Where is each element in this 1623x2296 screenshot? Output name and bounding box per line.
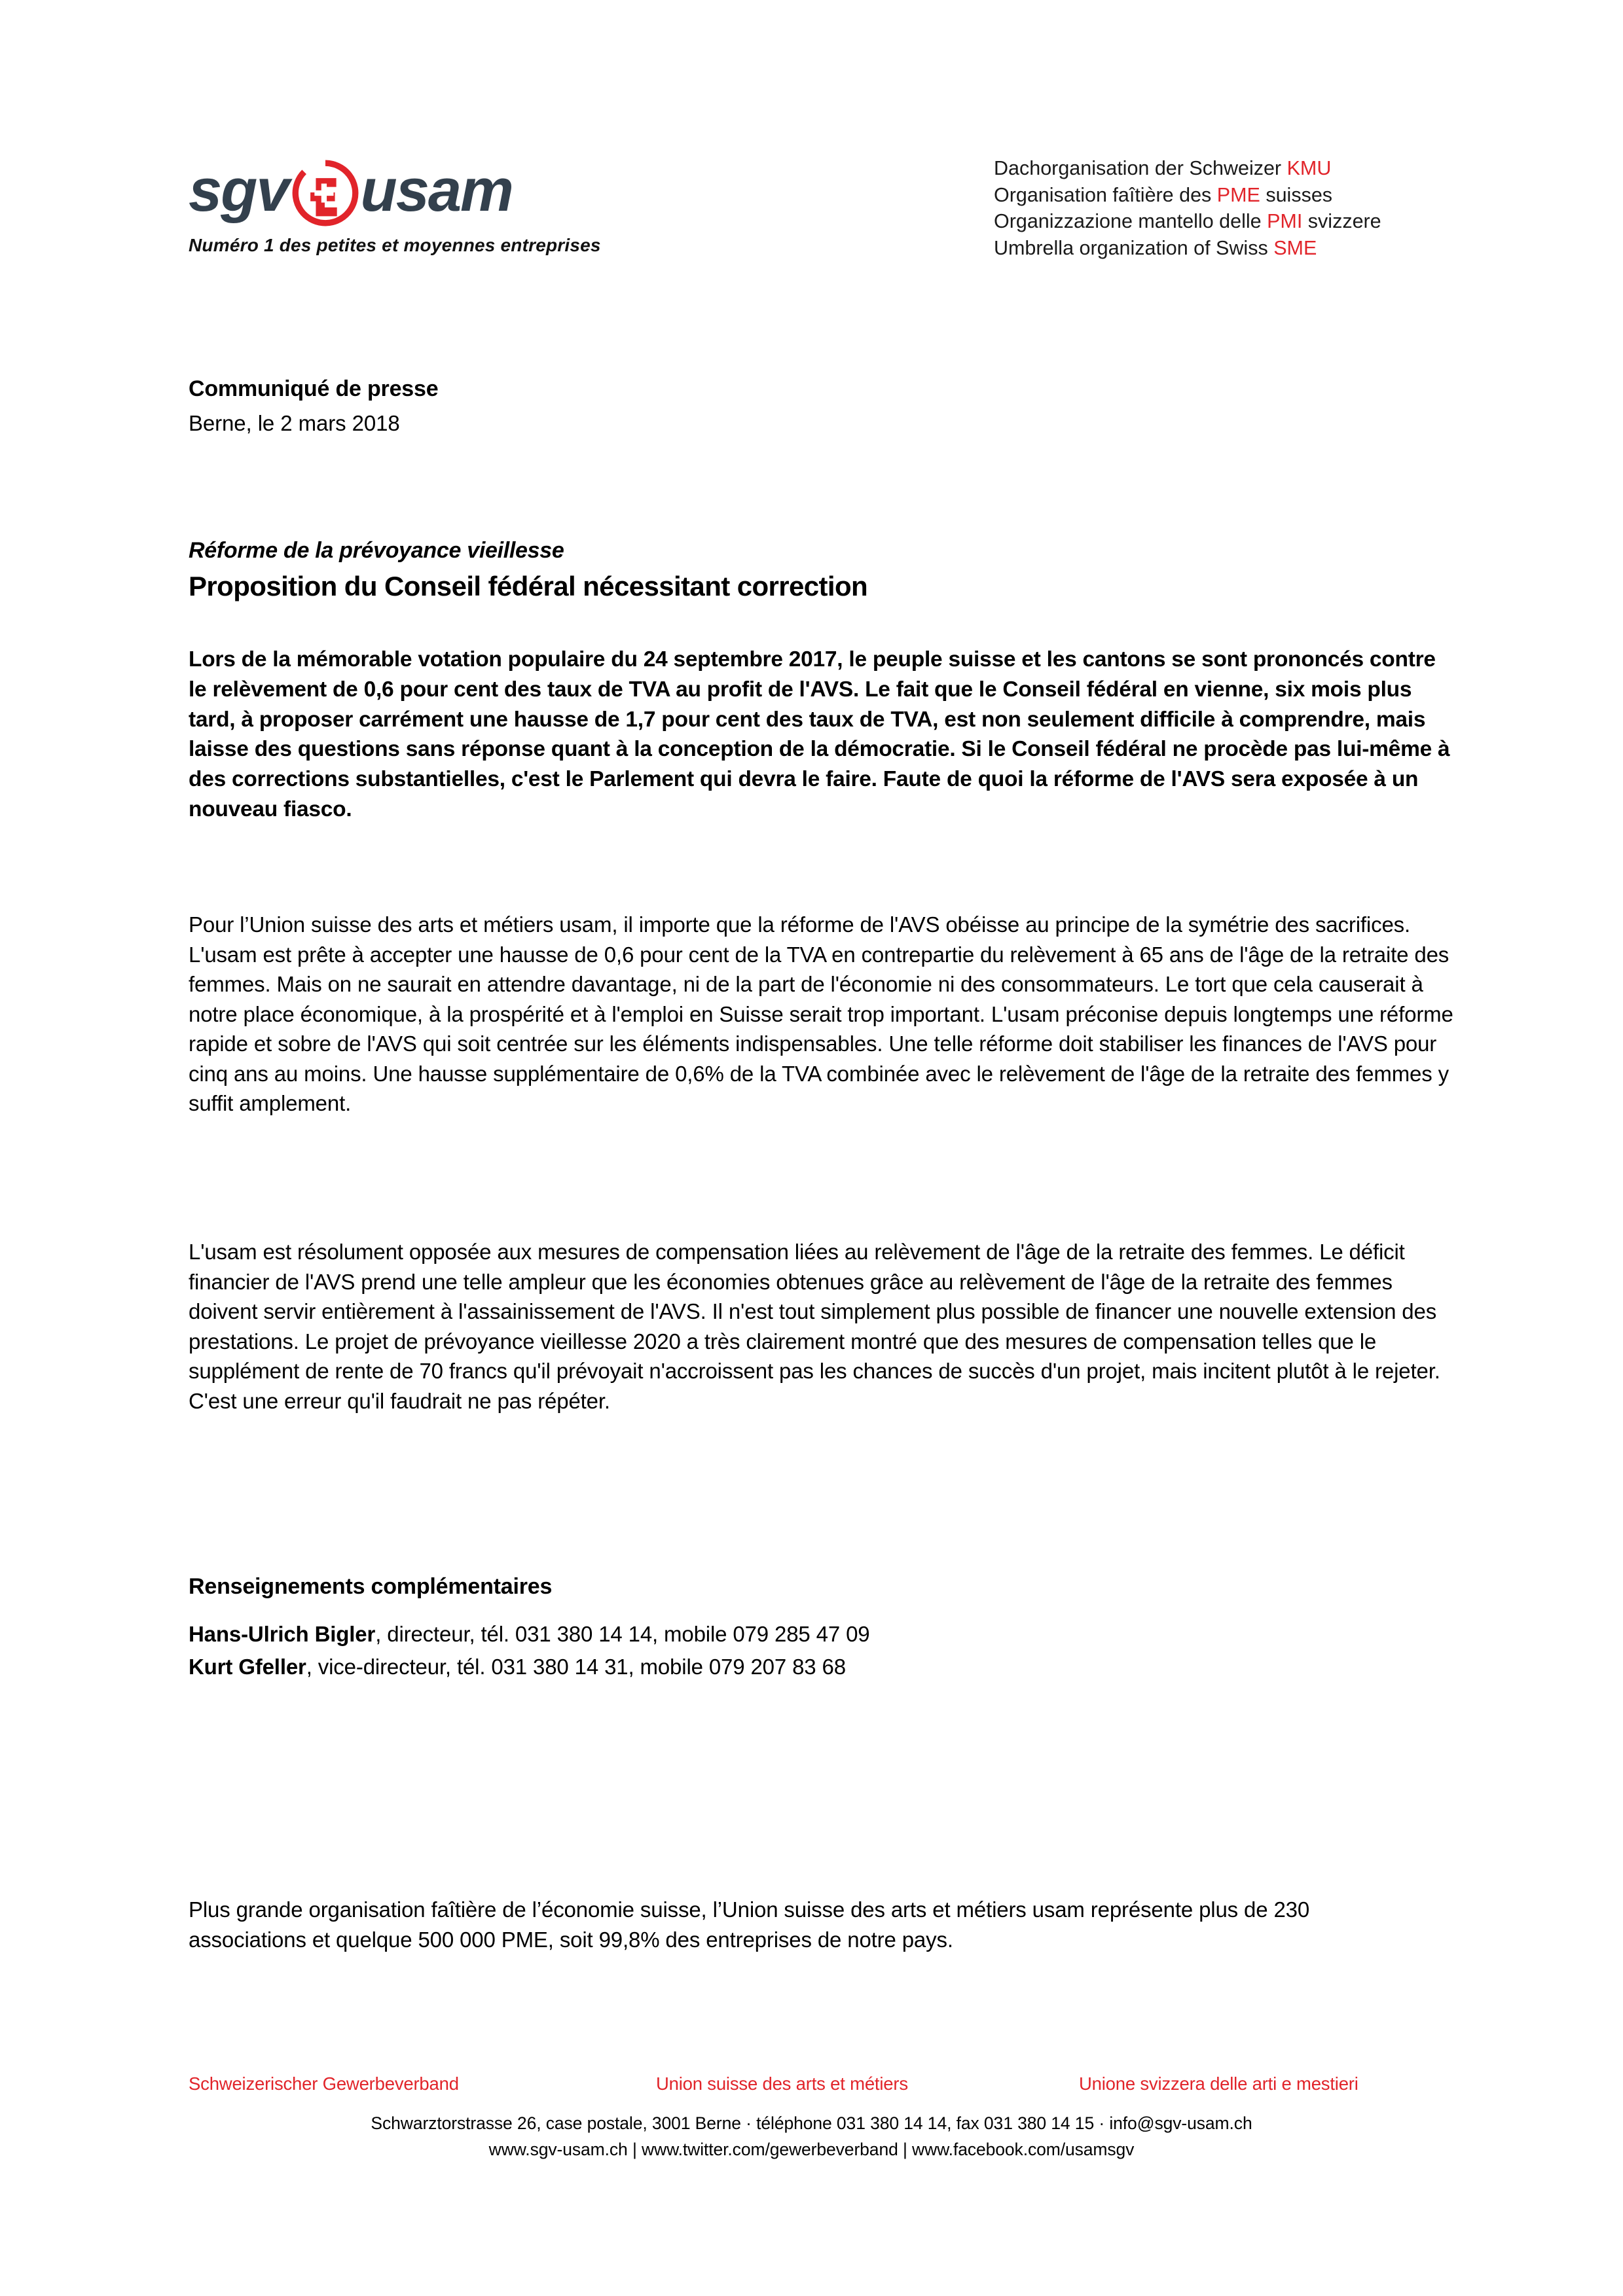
footer-org-name-it: Unione svizzera delle arti e mestieri	[1079, 2073, 1359, 2094]
descriptor-line-de	[994, 155, 1381, 182]
body-paragraph-1: Pour l’Union suisse des arts et métiers usam, il importe que la réforme de l'AVS obéisse au principe de la symétrie des sacrifices. L'usam est prête à accepter une hausse de 0,6 pour cent de la TVA en contrepartie du relèvement à 65 ans de l'âge de la retraite des femmes. Mais on ne saurait en attendre davantage, ni de la part de l'économie ni des consommateurs. Le tort que cela causerait à notre place économique, à la prospérité et à l'emploi en Suisse serait trop important. L'usam préconise depuis longtemps une réforme rapide et sobre de l'AVS qui soit centrée sur les éléments indispensables. Une telle réforme doit stabiliser les finances de l'AVS pour cinq ans au moins. Une hausse supplémentaire de 0,6% de la TVA combinée avec le relèvement de l'âge de la retraite des femmes y suffit amplement.	[189, 912, 1453, 1115]
logo-wordmark-usam: usam	[360, 157, 513, 224]
logo-mark	[189, 154, 621, 227]
contact-section-heading: Renseignements complémentaires	[189, 1574, 553, 1599]
footer-org-name-fr: Union suisse des arts et métiers	[656, 2073, 908, 2094]
footer-org-name-de: Schweizerischer Gewerbeverband	[189, 2073, 459, 2094]
article-headline: Proposition du Conseil fédéral nécessitant correction	[189, 571, 868, 601]
contact-person-2	[189, 1655, 846, 1679]
swiss-cross-circle-emblem-icon	[291, 159, 359, 227]
descriptor-fr-before: Organisation faîtière des	[994, 183, 1217, 206]
organization-boilerplate: Plus grande organisation faîtière de l’économie suisse, l’Union suisse des arts et métiers usam représente plus de 230 associations et quelque 500 000 PME, soit 99,8% des entreprises de notre pays.	[189, 1897, 1310, 1952]
release-type-label: Communiqué de presse	[189, 376, 439, 401]
footer-organization-names	[0, 2073, 1623, 2105]
descriptor-line-it	[994, 208, 1381, 235]
footer-address-line: Schwarztorstrasse 26, case postale, 3001 Berne · téléphone 031 380 14 14, fax 031 380 14 15 · info@sgv-usam.ch	[371, 2113, 1252, 2133]
footer-web-line: www.sgv-usam.ch | www.twitter.com/gewerbeverband | www.facebook.com/usamsgv	[488, 2140, 1135, 2159]
descriptor-it-after: svizzere	[1302, 210, 1381, 232]
descriptor-fr-acronym: PME	[1216, 183, 1260, 206]
contact-person-1	[189, 1622, 869, 1647]
descriptor-fr-after: suisses	[1260, 183, 1333, 206]
multilingual-descriptor-block	[994, 155, 1381, 261]
contact-person-2-name: Kurt Gfeller	[189, 1655, 306, 1679]
lead-paragraph: Lors de la mémorable votation populaire du 24 septembre 2017, le peuple suisse et les cantons se sont prononcés contre le relèvement de 0,6 pour cent des taux de TVA au profit de l'AVS. Le fait que le Conseil fédéral en vienne, six mois plus tard, à proposer carrément une hausse de 1,7 pour cent des taux de TVA, est non seulement difficile à comprendre, mais laisse des questions sans réponse quant à la conception de la démocratie. Si le Conseil fédéral ne procède pas lui-même à des corrections substantielles, c'est le Parlement qui devra le faire. Faute de quoi la réforme de l'AVS sera exposée à un nouveau fiasco.	[189, 647, 1450, 821]
logo-tagline: Numéro 1 des petites et moyennes entreprises	[189, 235, 601, 255]
contact-person-1-details: , directeur, tél. 031 380 14 14, mobile 079 285 47 09	[375, 1622, 870, 1646]
descriptor-de-before: Dachorganisation der Schweizer	[994, 157, 1287, 179]
body-paragraph-2: L'usam est résolument opposée aux mesures de compensation liées au relèvement de l'âge de la retraite des femmes. Le déficit financier de l'AVS prend une telle ampleur que les économies obtenues grâce au relèvement de l'âge de la retraite des femmes doivent servir entièrement à l'assainissement de l'AVS. Il n'est tout simplement plus possible de financer une nouvelle extension des prestations. Le projet de prévoyance vieillesse 2020 a très clairement montré que des mesures de compensation telles que le supplément de rente de 70 francs qu'il prévoyait n'accroissent pas les chances de succès d'un projet, mais incitent plutôt à le rejeter. C'est une erreur qu'il faudrait ne pas répéter.	[189, 1240, 1440, 1413]
organization-logo	[189, 154, 621, 256]
release-dateline: Berne, le 2 mars 2018	[189, 411, 400, 435]
descriptor-line-fr	[994, 182, 1381, 209]
descriptor-it-acronym: PMI	[1267, 210, 1303, 232]
descriptor-en-acronym: SME	[1273, 236, 1317, 259]
footer-contact-details	[0, 2110, 1623, 2162]
document-footer	[0, 2073, 1623, 2162]
contact-person-1-name: Hans-Ulrich Bigler	[189, 1622, 376, 1646]
contact-person-2-details: , vice-directeur, tél. 031 380 14 31, mobile 079 207 83 68	[306, 1655, 846, 1679]
document-header	[0, 141, 1623, 291]
descriptor-de-acronym: KMU	[1286, 157, 1332, 179]
logo-wordmark-sgv: sgv	[189, 157, 289, 224]
descriptor-line-en	[994, 235, 1381, 262]
descriptor-en-before: Umbrella organization of Swiss	[994, 236, 1274, 259]
descriptor-it-before: Organizzazione mantello delle	[994, 210, 1267, 232]
article-kicker: Réforme de la prévoyance vieillesse	[189, 538, 564, 563]
